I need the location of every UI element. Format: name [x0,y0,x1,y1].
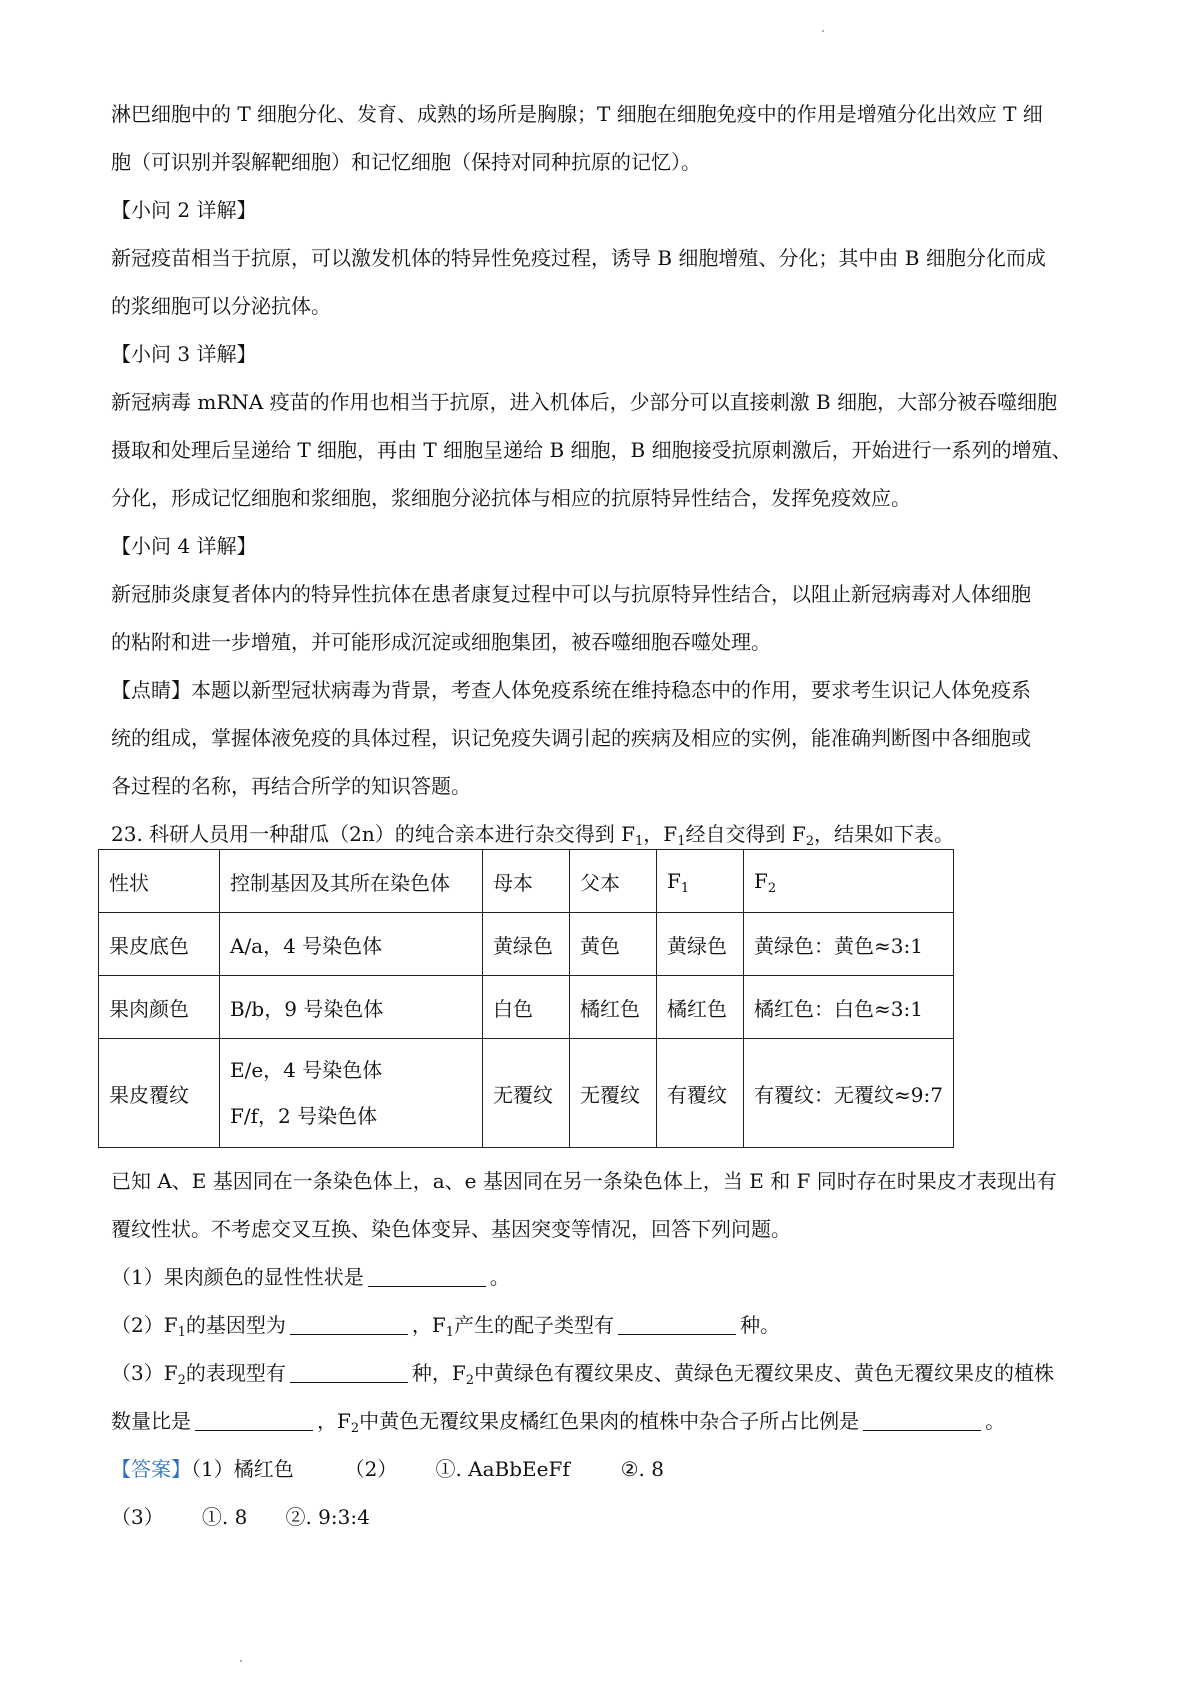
table-row [99,1039,954,1148]
table-cell: 果肉颜色 [99,976,220,1039]
scan-dot [240,1660,242,1662]
table-header: $F_2$ [744,850,954,913]
paragraph-line: 统的组成，掌握体液免疫的具体过程，识记免疫失调引起的疾病及相应的实例，能准确判断图中各细胞或 [111,726,1031,750]
table-cell: 黄绿色 [657,913,744,976]
question-23-intro: 23. 科研人员用一种甜瓜（2n）的纯合亲本进行杂交得到 $F_1$，$F_1$经自交得到 $F_2$，结果如下表。 [111,822,954,849]
table-cell: 白色 [483,976,570,1039]
question-2: $(2)F_1$的基因型为 ，$F_1$产生的配子类型有 种。 [111,1313,781,1340]
question-3-continued: 数量比是 ，$F_2$中黄色无覆纹果皮橘红色果肉的植株中杂合子所占比例是 。 [111,1409,1006,1436]
genetics-table [98,849,954,1148]
paragraph-line: 的粘附和进一步增殖，并可能形成沉淀或细胞集团，被吞噬细胞吞噬处理。 [111,630,771,654]
table-cell: 橘红色 [570,976,657,1039]
table-cell [220,1039,483,1148]
answer-blank [290,1314,408,1335]
answer-line: 【答案】（1）橘红色 （2） ①. AaBbEeFf ②. 8 [111,1457,664,1481]
table-cell: 无覆纹 [483,1039,570,1148]
table-cell: 橘红色：白色≈3:1 [744,976,954,1039]
table-cell: 黄绿色：黄色≈3:1 [744,913,954,976]
gene-line: E/e，4 号染色体 [230,1058,383,1082]
table-cell: 黄色 [570,913,657,976]
table-cell: A/a，4 号染色体 [220,913,483,976]
paragraph-line: 胞（可识别并裂解靶细胞）和记忆细胞（保持对同种抗原的记忆）。 [111,150,701,174]
answer-tag: 【答案】 [111,1457,191,1481]
answer-blank [863,1410,981,1431]
answer-blank [368,1266,486,1287]
paragraph-line: 各过程的名称，再结合所学的知识答题。 [111,774,471,798]
table-header: 控制基因及其所在染色体 [220,850,483,913]
table-header: 性状 [99,850,220,913]
paragraph-line: 新冠病毒 mRNA 疫苗的作用也相当于抗原，进入机体后，少部分可以直接刺激 B 细胞，大部分被吞噬细胞 [111,390,1058,414]
table-header: 父本 [570,850,657,913]
section-heading: 【小问 2 详解】 [111,198,257,222]
paragraph-line: 分化，形成记忆细胞和浆细胞，浆细胞分泌抗体与相应的抗原特异性结合，发挥免疫效应。 [111,486,911,510]
paragraph-line: 新冠肺炎康复者体内的特异性抗体在患者康复过程中可以与抗原特异性结合，以阻止新冠病毒对人体细胞 [111,582,1031,606]
question-1: （1）果肉颜色的显性性状是 。 [111,1265,510,1289]
answer-blank [290,1362,408,1383]
answer-blank [618,1314,736,1335]
scan-dot [822,30,824,32]
table-header: 母本 [483,850,570,913]
paragraph-line: 摄取和处理后呈递给 T 细胞，再由 T 细胞呈递给 B 细胞，B 细胞接受抗原刺激后，开始进行一系列的增殖、 [111,438,1072,462]
table-cell: 黄绿色 [483,913,570,976]
table-cell: 果皮底色 [99,913,220,976]
paragraph-line: 【点睛】本题以新型冠状病毒为背景，考查人体免疫系统在维持稳态中的作用，要求考生识记人体免疫系 [111,678,1031,702]
table-cell: 橘红色 [657,976,744,1039]
table-cell: 有覆纹：无覆纹≈9:7 [744,1039,954,1148]
table-header: $F_1$ [657,850,744,913]
paragraph-line: 覆纹性状。不考虑交叉互换、染色体变异、基因突变等情况，回答下列问题。 [111,1217,791,1241]
table-cell: 无覆纹 [570,1039,657,1148]
table-cell: 有覆纹 [657,1039,744,1148]
section-heading: 【小问 3 详解】 [111,342,257,366]
table-cell: B/b，9 号染色体 [220,976,483,1039]
paragraph-line: 已知 A、E 基因同在一条染色体上，a、e 基因同在另一条染色体上，当 E 和 F 同时存在时果皮才表现出有 [111,1169,1057,1193]
table-header-row [99,850,954,913]
paragraph-line: 的浆细胞可以分泌抗体。 [111,294,331,318]
paragraph-line: 新冠疫苗相当于抗原，可以激发机体的特异性免疫过程，诱导 B 细胞增殖、分化；其中由 B 细胞分化而成 [111,246,1046,270]
answer-blank [195,1410,313,1431]
answer-line: （3） ①. 8 ②. 9:3:4 [111,1505,370,1529]
section-heading: 【小问 4 详解】 [111,534,257,558]
question-3: $(3)F_2$的表现型有 种，$F_2$中黄绿色有覆纹果皮、黄绿色无覆纹果皮、黄色无覆纹果皮的植株 [111,1361,1055,1388]
gene-line: F/f，2 号染色体 [230,1104,378,1128]
table-row [99,976,954,1039]
table-row [99,913,954,976]
table-cell: 果皮覆纹 [99,1039,220,1148]
paragraph-line: 淋巴细胞中的 T 细胞分化、发育、成熟的场所是胸腺；T 细胞在细胞免疫中的作用是增殖分化出效应 T 细 [111,102,1043,126]
